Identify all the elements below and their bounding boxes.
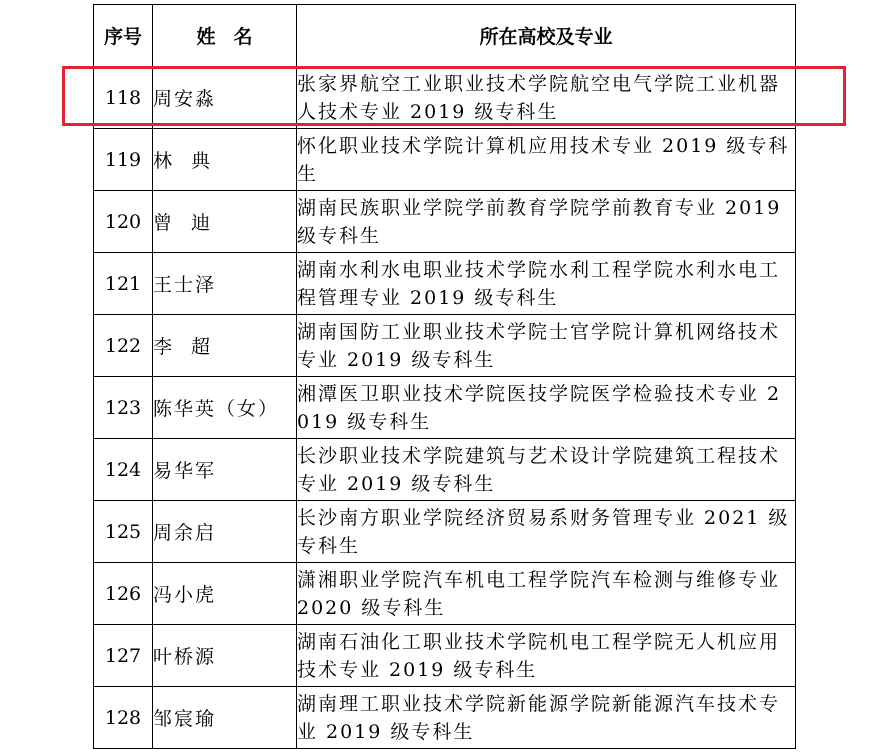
school-major-cell: 湖南水利水电职业技术学院水利工程学院水利水电工程管理专业 2019 级专科生 bbox=[297, 253, 796, 315]
name-cell: 冯小虎 bbox=[153, 563, 297, 625]
table-row bbox=[94, 625, 796, 687]
header-name: 姓名 bbox=[153, 5, 297, 67]
header-serial-number: 序号 bbox=[94, 5, 153, 67]
serial-number-cell: 125 bbox=[94, 501, 153, 563]
school-major-cell: 张家界航空工业职业技术学院航空电气学院工业机器人技术专业 2019 级专科生 bbox=[297, 67, 796, 129]
serial-number-cell: 119 bbox=[94, 129, 153, 191]
name-cell: 周余启 bbox=[153, 501, 297, 563]
header-school-major: 所在高校及专业 bbox=[297, 5, 796, 67]
serial-number-cell: 120 bbox=[94, 191, 153, 253]
table-row bbox=[94, 501, 796, 563]
table-row bbox=[94, 377, 796, 439]
header-row bbox=[94, 5, 796, 67]
school-major-cell: 长沙南方职业学院经济贸易系财务管理专业 2021 级专科生 bbox=[297, 501, 796, 563]
serial-number-cell: 128 bbox=[94, 687, 153, 749]
table-row bbox=[94, 67, 796, 129]
table-row bbox=[94, 439, 796, 501]
serial-number-cell: 121 bbox=[94, 253, 153, 315]
serial-number-cell: 123 bbox=[94, 377, 153, 439]
name-cell: 邹宸瑜 bbox=[153, 687, 297, 749]
name-cell: 曾迪 bbox=[153, 191, 297, 253]
school-major-cell: 湖南国防工业职业技术学院士官学院计算机网络技术专业 2019 级专科生 bbox=[297, 315, 796, 377]
table-row bbox=[94, 253, 796, 315]
serial-number-cell: 122 bbox=[94, 315, 153, 377]
school-major-cell: 湘潭医卫职业技术学院医技学院医学检验技术专业 2019 级专科生 bbox=[297, 377, 796, 439]
table-row bbox=[94, 191, 796, 253]
roster-table bbox=[93, 4, 796, 749]
name-cell: 陈华英（女） bbox=[153, 377, 297, 439]
school-major-cell: 潇湘职业学院汽车机电工程学院汽车检测与维修专业 2020 级专科生 bbox=[297, 563, 796, 625]
serial-number-cell: 124 bbox=[94, 439, 153, 501]
name-cell: 叶桥源 bbox=[153, 625, 297, 687]
serial-number-cell: 118 bbox=[94, 67, 153, 129]
serial-number-cell: 126 bbox=[94, 563, 153, 625]
name-cell: 易华军 bbox=[153, 439, 297, 501]
school-major-cell: 湖南理工职业技术学院新能源学院新能源汽车技术专业 2019 级专科生 bbox=[297, 687, 796, 749]
table-row bbox=[94, 315, 796, 377]
name-cell: 林典 bbox=[153, 129, 297, 191]
school-major-cell: 湖南石油化工职业技术学院机电工程学院无人机应用技术专业 2019 级专科生 bbox=[297, 625, 796, 687]
name-cell: 李超 bbox=[153, 315, 297, 377]
table-row bbox=[94, 687, 796, 749]
table-row bbox=[94, 129, 796, 191]
name-cell: 王士泽 bbox=[153, 253, 297, 315]
school-major-cell: 湖南民族职业学院学前教育学院学前教育专业 2019 级专科生 bbox=[297, 191, 796, 253]
table-row bbox=[94, 563, 796, 625]
serial-number-cell: 127 bbox=[94, 625, 153, 687]
school-major-cell: 怀化职业技术学院计算机应用技术专业 2019 级专科生 bbox=[297, 129, 796, 191]
school-major-cell: 长沙职业技术学院建筑与艺术设计学院建筑工程技术专业 2019 级专科生 bbox=[297, 439, 796, 501]
name-cell: 周安淼 bbox=[153, 67, 297, 129]
